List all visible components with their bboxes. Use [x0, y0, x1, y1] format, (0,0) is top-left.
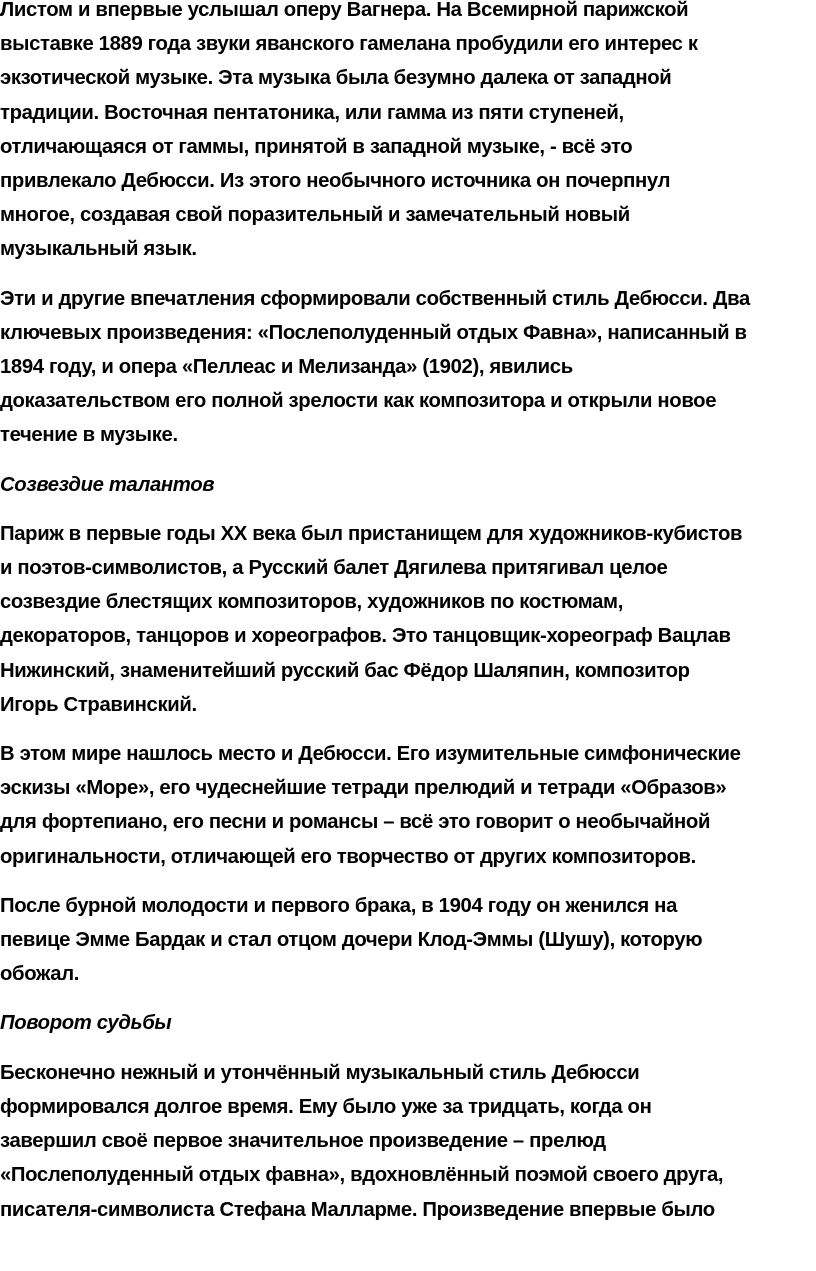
text-line: «Послеполуденный отдых фавна», вдохновлённый поэмой своего друга, [0, 1164, 724, 1187]
text-line: Париж в первые годы XX века был пристанищем для художников-кубистов [0, 522, 743, 545]
text-line: Листом и впервые услышал оперу Вагнера. На Всемирной парижской [0, 0, 689, 21]
text-line: писателя-символиста Стефана Малларме. Произведение впервые было [0, 1198, 715, 1221]
text-line: В этом мире нашлось место и Дебюсси. Его изумительные симфонические [0, 743, 741, 766]
text-line: ключевых произведения: «Послеполуденный отдых Фавна», написанный в [0, 321, 747, 344]
section-heading-talents: Созвездие талантов [0, 473, 215, 496]
text-line: После бурной молодости и первого брака, в 1904 году он женился на [0, 894, 678, 917]
text-line: обожал. [0, 963, 80, 986]
text-line: многое, создавая свой поразительный и замечательный новый [0, 204, 630, 227]
text-line: привлекало Дебюсси. Из этого необычного источника он почерпнул [0, 170, 671, 193]
text-line: доказательством его полной зрелости как композитора и открыли новое [0, 390, 717, 413]
text-line: выставке 1889 года звуки яванского гамелана пробудили его интерес к [0, 33, 698, 56]
text-line: Эти и другие впечатления сформировали собственный стиль Дебюсси. Два [0, 287, 750, 310]
text-line: завершил своё первое значительное произведение – прелюд [0, 1130, 606, 1153]
text-line: певице Эмме Бардак и стал отцом дочери Клод-Эммы (Шушу), которую [0, 929, 703, 952]
text-line: Бесконечно нежный и утончённый музыкальный стиль Дебюсси [0, 1061, 640, 1084]
text-line: и поэтов-символистов, а Русский балет Дягилева притягивал целое [0, 557, 668, 580]
text-line: Игорь Стравинский. [0, 693, 197, 716]
text-line: формировался долгое время. Ему было уже за тридцать, когда он [0, 1095, 652, 1118]
text-line: традиции. Восточная пентатоника, или гамма из пяти ступеней, [0, 101, 624, 124]
text-line: эскизы «Море», его чудеснейшие тетради прелюдий и тетради «Образов» [0, 777, 727, 800]
paragraph-paris [0, 517, 816, 722]
text-line: отличающаяся от гаммы, принятой в западной музыке, - всё это [0, 135, 633, 158]
paragraph-marriage [0, 889, 816, 992]
text-line: созвездие блестящих композиторов, художников по костюмам, [0, 591, 623, 614]
text-line: музыкальный язык. [0, 238, 197, 261]
paragraph-key-works [0, 282, 816, 453]
paragraph-debussy-works [0, 737, 816, 874]
text-line: оригинальности, отличающей его творчество от других композиторов. [0, 845, 696, 868]
text-line: экзотической музыке. Эта музыка была безумно далека от западной [0, 67, 672, 90]
text-line: течение в музыке. [0, 424, 178, 447]
text-line: для фортепиано, его песни и романсы – всё это говорит о необычайной [0, 811, 711, 834]
paragraph-wagner-gamelan [0, 0, 816, 267]
section-heading-fate: Поворот судьбы [0, 1012, 172, 1035]
paragraph-style [0, 1056, 816, 1227]
text-line: Нижинский, знаменитейший русский бас Фёдор Шаляпин, композитор [0, 659, 690, 682]
text-line: декораторов, танцоров и хореографов. Это танцовщик-хореограф Вацлав [0, 625, 731, 648]
text-line: 1894 году, и опера «Пеллеас и Мелизанда» (1902), явились [0, 356, 573, 379]
